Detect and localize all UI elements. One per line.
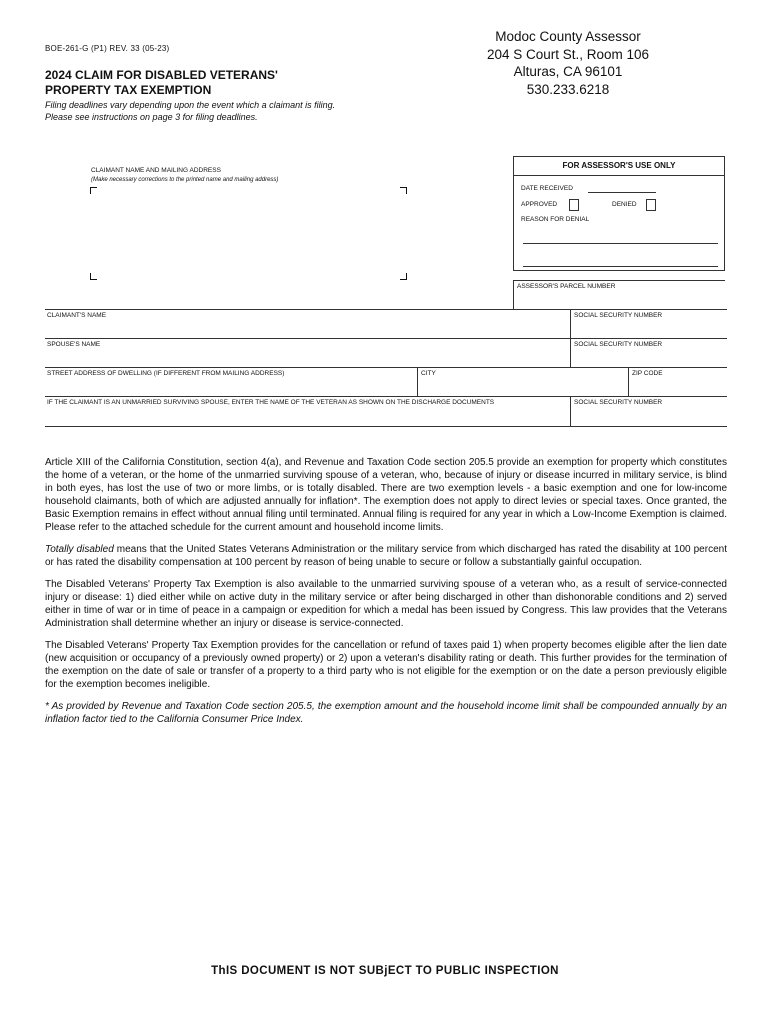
claimant-address-label xyxy=(91,166,278,185)
term-totally-disabled: Totally disabled xyxy=(45,544,114,555)
form-title-line2: PROPERTY TAX EXEMPTION xyxy=(45,83,212,97)
parcel-number-label: ASSESSOR'S PARCEL NUMBER xyxy=(517,283,616,290)
paragraph-totally-disabled xyxy=(45,543,727,569)
paragraph-totally-disabled-text: means that the United States Veterans Administration or the military service from which discharged has rated the disability at 100 percent or has rated the disability compensation at 100 percent by reason of being unable to secure or follow a substantially gainful occupation. xyxy=(45,544,727,568)
spouse-ssn-label: SOCIAL SECURITY NUMBER xyxy=(574,341,663,348)
spouse-name-field[interactable] xyxy=(45,339,570,368)
claimant-address-area[interactable] xyxy=(96,193,400,273)
filing-deadline-note xyxy=(45,100,335,123)
denied-checkbox[interactable] xyxy=(646,199,656,211)
paragraph-cancellation-refund: The Disabled Veterans' Property Tax Exemption provides for the cancellation or refund of taxes paid 1) when property becomes eligible after the lien date (new acquisition or occupancy of a previously owned property) or 2) upon a veteran's disability rating or death. This further provides for the termination of the exemption on the date of sale or transfer of a property to a third party who is not eligible for the exemption or on the date a person previously eligible for the exemption becomes ineligible. xyxy=(45,640,727,690)
address-corner-bottom-right xyxy=(400,273,407,280)
inflation-footnote: * As provided by Revenue and Taxation Code section 205.5, the exemption amount and the household income limit shall be compounded annually by an inflation factor tied to the California Consumer Price Index. xyxy=(45,701,727,725)
claimant-address-title: CLAIMANT NAME AND MAILING ADDRESS xyxy=(91,167,221,174)
assessor-name: Modoc County Assessor xyxy=(495,29,641,44)
veteran-name-field[interactable] xyxy=(45,397,570,427)
zip-code-field[interactable] xyxy=(629,368,727,397)
assessor-phone: 530.233.6218 xyxy=(526,81,610,97)
date-received-field[interactable] xyxy=(588,192,656,193)
spouse-ssn-field[interactable] xyxy=(571,339,727,368)
address-corner-top-right xyxy=(400,187,407,194)
parcel-number-field[interactable] xyxy=(513,280,725,310)
denied-label: DENIED xyxy=(612,201,637,208)
zip-code-label: ZIP CODE xyxy=(632,370,663,377)
street-address-label: STREET ADDRESS OF DWELLING (IF DIFFERENT FROM MAILING ADDRESS) xyxy=(47,370,285,377)
assessor-city: Alturas, CA 96101 xyxy=(513,64,623,79)
veteran-ssn-field[interactable] xyxy=(571,397,727,427)
paragraph-surviving-spouse: The Disabled Veterans' Property Tax Exemption is also available to the unmarried surviving spouse of a veteran who, as a result of service-connected injury or disease: 1) died either while on active duty in the military service or after being discharged in other than dishonorable conditions and 2) served either in time of war or in time of peace in a campaign or expedition for which a medal has been issued by Congress. This law provides that the Veterans Administration shall determine whether an injury or disease is service-connected. xyxy=(45,579,727,629)
form-title-line1: 2024 CLAIM FOR DISABLED VETERANS' xyxy=(45,68,278,82)
paragraph-exemption-overview: Article XIII of the California Constitution, section 4(a), and Revenue and Taxation Code section 205.5 provide an exemption for property which constitutes the home of a veteran, or the home of the unmarried surviving spouse of a veteran, who, because of injury or disease incurred in military service, is blind in both eyes, has lost the use of two or more limbs, or is totally disabled. There are two exemption levels - a basic exemption and one for low-income household claimants, both of which are adjusted annually for inflation*. The exemption does not apply to direct levies or special taxes. Once granted, the Basic Exemption remains in effect without annual filing until terminated. Annual filing is required for any year in which a Low-Income Exemption is claimed. Please refer to the attached schedule for the current amount and household income limits. xyxy=(45,457,727,533)
claimant-ssn-field[interactable] xyxy=(571,310,727,339)
claimant-name-label: CLAIMANT'S NAME xyxy=(47,312,107,319)
veteran-name-label: IF THE CLAIMANT IS AN UNMARRIED SURVIVING SPOUSE, ENTER THE NAME OF THE VETERAN AS SHOWN ON THE DISCHARGE DOCUMENTS xyxy=(47,399,495,406)
approved-checkbox[interactable] xyxy=(569,199,579,211)
claimant-address-note: (Make necessary corrections to the printed name and mailing address) xyxy=(91,177,279,183)
assessor-use-title: FOR ASSESSOR'S USE ONLY xyxy=(514,157,724,176)
city-label: CITY xyxy=(421,370,436,377)
subtitle-line2: Please see instructions on page 3 for filing deadlines. xyxy=(45,111,258,122)
reason-for-denial-label: REASON FOR DENIAL xyxy=(521,216,590,223)
confidentiality-notice: ThIS DOCUMENT IS NOT SUBjECT TO PUBLIC INSPECTION xyxy=(211,965,559,977)
spouse-name-label: SPOUSE'S NAME xyxy=(47,341,101,348)
form-title xyxy=(45,68,278,98)
city-field[interactable] xyxy=(418,368,628,397)
street-address-field[interactable] xyxy=(45,368,417,397)
assessor-street: 204 S Court St., Room 106 xyxy=(486,46,650,62)
subtitle-line1: Filing deadlines vary depending upon the event which a claimant is filing. xyxy=(45,100,336,110)
claimant-ssn-label: SOCIAL SECURITY NUMBER xyxy=(574,312,663,319)
form-id: BOE-261-G (P1) REV. 33 (05-23) xyxy=(45,44,170,53)
assessor-address xyxy=(468,28,668,98)
date-received-label: DATE RECEIVED xyxy=(521,185,573,192)
instructions-body xyxy=(45,456,727,735)
reason-line-2[interactable] xyxy=(523,266,718,267)
approved-label: APPROVED xyxy=(521,201,558,208)
address-corner-bottom-left xyxy=(90,273,97,280)
reason-line-1[interactable] xyxy=(523,243,718,244)
assessor-use-box xyxy=(513,156,725,271)
veteran-ssn-label: SOCIAL SECURITY NUMBER xyxy=(574,399,663,406)
claimant-name-field[interactable] xyxy=(45,310,570,339)
